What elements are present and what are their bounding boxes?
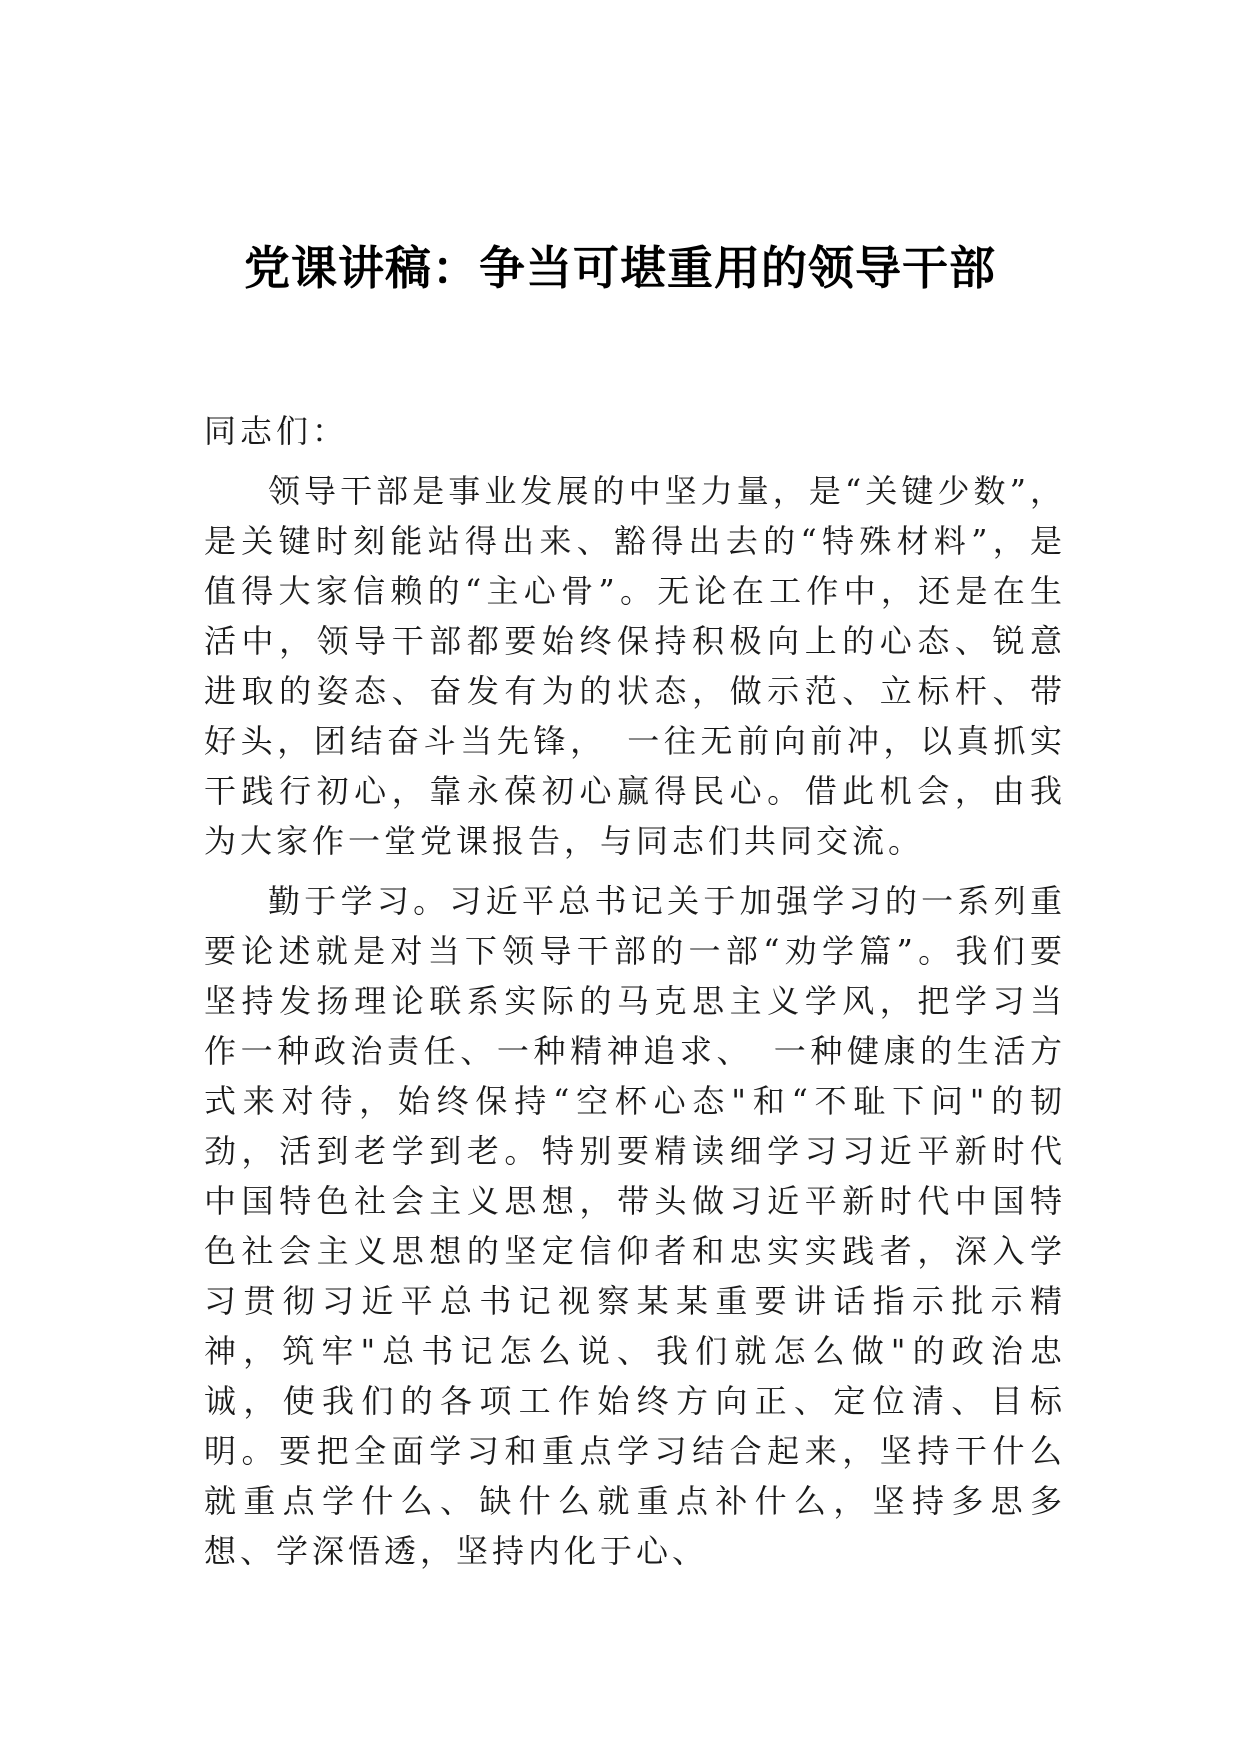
paragraph-intro: 领导干部是事业发展的中坚力量，是“关键少数”，是关键时刻能站得出来、豁得出去的“特殊材料”，是值得大家信赖的“主心骨”。无论在工作中，还是在生活中，领导干部都要始终保持积极向上的心态、锐意进取的姿态、奋发有为的状态，做示范、立标杆、带好头，团结奋斗当先锋， 一往无前向前冲，以真抓实干践行初心，靠永葆初心赢得民心。借此机会，由我为大家作一堂党课报告，与同志们共同交流。 [204, 472, 1066, 860]
document-body [204, 406, 1066, 1586]
document-title: 党课讲稿：争当可堪重用的领导干部 [244, 241, 996, 295]
paragraph-study: 勤于学习。习近平总书记关于加强学习的一系列重要论述就是对当下领导干部的一部“劝学篇”。我们要坚持发扬理论联系实际的马克思主义学风，把学习当作一种政治责任、一种精神追求、 一种健康的生活方式来对待，始终保持“空杯心态"和“不耻下问"的韧劲，活到老学到老。特别要精读细学习习近平新时代中国特色社会主义思想，带头做习近平新时代中国特色社会主义思想的坚定信仰者和忠实实践者，深入学习贯彻习近平总书记视察某某重要讲话指示批示精神，筑牢"总书记怎么说、我们就怎么做"的政治忠诚，使我们的各项工作始终方向正、定位清、目标明。要把全面学习和重点学习结合起来，坚持干什么就重点学什么、缺什么就重点补什么，坚持多思多想、学深悟透，坚持内化于心、 [204, 882, 1066, 1570]
salutation: 同志们： [204, 412, 349, 450]
